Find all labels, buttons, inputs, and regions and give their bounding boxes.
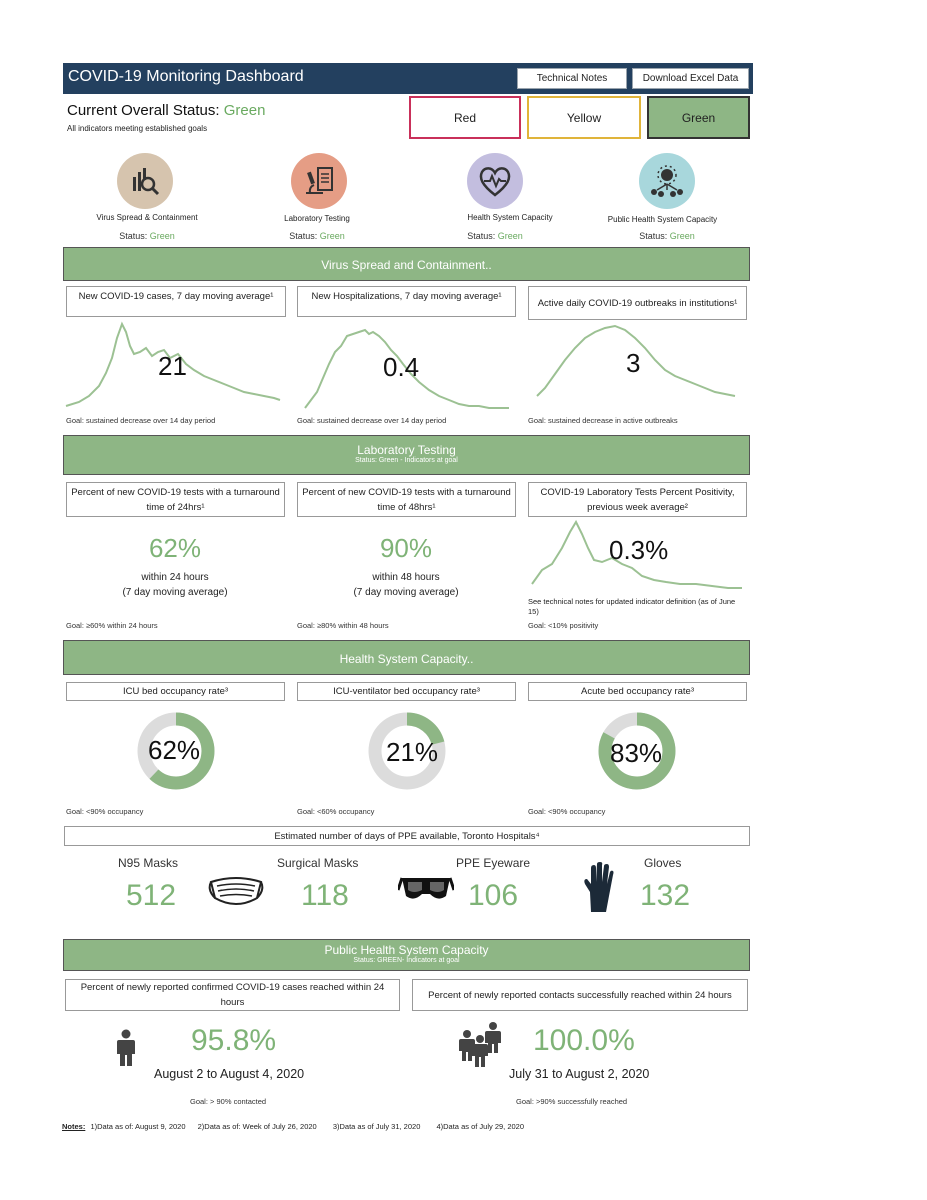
turnaround-24-goal: Goal: ≥60% within 24 hours [66, 621, 158, 630]
overall-status-value: Green [223, 102, 266, 119]
ppe-eyeware-label: PPE Eyeware [456, 856, 531, 870]
acute-goal: Goal: <90% occupancy [528, 807, 606, 816]
mask-icon [207, 872, 265, 910]
ppe-gloves-label: Gloves [644, 856, 682, 870]
magnifier-chart-icon [117, 153, 173, 209]
download-excel-button[interactable]: Download Excel Data [632, 68, 749, 89]
new-hospitalizations-goal: Goal: sustained decrease over 14 day period [297, 416, 447, 425]
new-cases-title: New COVID-19 cases, 7 day moving average¹ [66, 286, 286, 317]
icu-ventilator-value: 21% [386, 737, 439, 767]
note-1: 1)Data as of: August 9, 2020 [90, 1122, 186, 1131]
status-red-option[interactable]: Red [409, 96, 521, 139]
public-health-banner [63, 939, 750, 971]
acute-value: 83% [610, 738, 663, 768]
new-cases-value: 21 [158, 351, 187, 381]
icu-ventilator-title: ICU-ventilator bed occupancy rate³ [297, 682, 516, 701]
icu-title: ICU bed occupancy rate³ [66, 682, 285, 701]
turnaround-48-value: 90% [379, 533, 433, 563]
category-label-lab: Laboratory Testing [284, 214, 350, 223]
notes-label: Notes: [62, 1122, 86, 1131]
cases-reached-title: Percent of newly reported confirmed COVID-19 cases reached within 24 hours [65, 979, 400, 1011]
overall-status [67, 102, 265, 119]
turnaround-24-line1: within 24 hours [141, 572, 209, 583]
outbreaks-value: 3 [626, 348, 641, 378]
contacts-reached-value: 100.0% [533, 1024, 635, 1057]
lab-banner [63, 435, 750, 475]
positivity-title: COVID-19 Laboratory Tests Percent Positivity, previous week average² [528, 482, 747, 517]
dashboard-title: COVID-19 Monitoring Dashboard [68, 68, 304, 85]
icu-ventilator-goal: Goal: <60% occupancy [297, 807, 375, 816]
category-status-health: Status: Green [467, 231, 523, 241]
contacts-reached-dates: July 31 to August 2, 2020 [509, 1067, 650, 1081]
group-people-icon [458, 1021, 504, 1069]
contacts-reached-goal: Goal: >90% successfully reached [516, 1097, 628, 1106]
ppe-n95-label: N95 Masks [118, 856, 179, 870]
virus-network-icon [639, 153, 695, 209]
overall-status-label: Current Overall Status: [67, 102, 220, 119]
turnaround-24-value: 62% [148, 533, 202, 563]
health-banner: Health System Capacity.. [63, 640, 750, 675]
note-2: 2)Data as of: Week of July 26, 2020 [197, 1122, 317, 1131]
ppe-gloves-value: 132 [640, 879, 691, 912]
category-status-public-health: Status: Green [639, 231, 695, 241]
category-status-lab: Status: Green [289, 231, 345, 241]
positivity-goal: Goal: <10% positivity [528, 621, 599, 630]
note-4: 4)Data as of July 29, 2020 [436, 1122, 525, 1131]
icu-value: 62% [148, 735, 201, 765]
ppe-surgical-label: Surgical Masks [277, 856, 359, 870]
cases-reached-value: 95.8% [191, 1024, 277, 1057]
goggles-icon [398, 870, 454, 910]
turnaround-24-title: Percent of new COVID-19 tests with a turnaround time of 24hrs¹ [66, 482, 285, 517]
heart-pulse-icon [467, 153, 523, 209]
turnaround-48-line2: (7 day moving average) [353, 587, 459, 598]
positivity-value: 0.3% [609, 535, 669, 565]
outbreaks-goal: Goal: sustained decrease in active outbreaks [528, 416, 678, 425]
technical-notes-button[interactable]: Technical Notes [517, 68, 627, 89]
overall-status-subtitle: All indicators meeting established goals [67, 124, 208, 133]
outbreaks-title: Active daily COVID-19 outbreaks in institutions¹ [528, 286, 747, 320]
acute-title: Acute bed occupancy rate³ [528, 682, 747, 701]
turnaround-48-line1: within 48 hours [372, 572, 440, 583]
new-cases-goal: Goal: sustained decrease over 14 day period [66, 416, 216, 425]
positivity-note: See technical notes for updated indicator definition (as of June 15) [528, 597, 736, 616]
public-health-banner-status: Status: GREEN- Indicators at goal [353, 957, 460, 964]
lab-banner-title: Laboratory Testing [357, 443, 456, 457]
person-icon [114, 1029, 138, 1067]
icu-goal: Goal: <90% occupancy [66, 807, 144, 816]
turnaround-24-line2: (7 day moving average) [122, 587, 228, 598]
microscope-clipboard-icon [291, 153, 347, 209]
contacts-reached-title: Percent of newly reported contacts successfully reached within 24 hours [412, 979, 748, 1011]
status-yellow-option[interactable]: Yellow [527, 96, 641, 139]
new-hospitalizations-value: 0.4 [383, 352, 420, 382]
ppe-surgical-value: 118 [301, 879, 349, 912]
new-hospitalizations-title: New Hospitalizations, 7 day moving average¹ [297, 286, 516, 317]
turnaround-48-goal: Goal: ≥80% within 48 hours [297, 621, 389, 630]
notes [62, 1122, 524, 1131]
cases-reached-dates: August 2 to August 4, 2020 [154, 1067, 305, 1081]
virus-banner: Virus Spread and Containment.. [63, 247, 750, 281]
category-label-public-health: Public Health System Capacity [607, 215, 718, 224]
turnaround-48-title: Percent of new COVID-19 tests with a turnaround time of 48hrs¹ [297, 482, 516, 517]
category-status-virus: Status: Green [119, 231, 175, 241]
cases-reached-goal: Goal: > 90% contacted [190, 1097, 267, 1106]
note-3: 3)Data as of July 31, 2020 [332, 1122, 421, 1131]
category-label-health: Health System Capacity [467, 213, 553, 222]
lab-banner-status: Status: Green - Indicators at goal [355, 457, 458, 464]
ppe-title: Estimated number of days of PPE available, Toronto Hospitals⁴ [64, 826, 750, 846]
status-green-option[interactable]: Green [647, 96, 750, 139]
glove-icon [582, 862, 614, 914]
ppe-eyeware-value: 106 [468, 879, 519, 912]
ppe-n95-value: 512 [126, 879, 177, 912]
category-label-virus: Virus Spread & Containment [96, 213, 198, 222]
public-health-banner-title: Public Health System Capacity [324, 943, 489, 957]
